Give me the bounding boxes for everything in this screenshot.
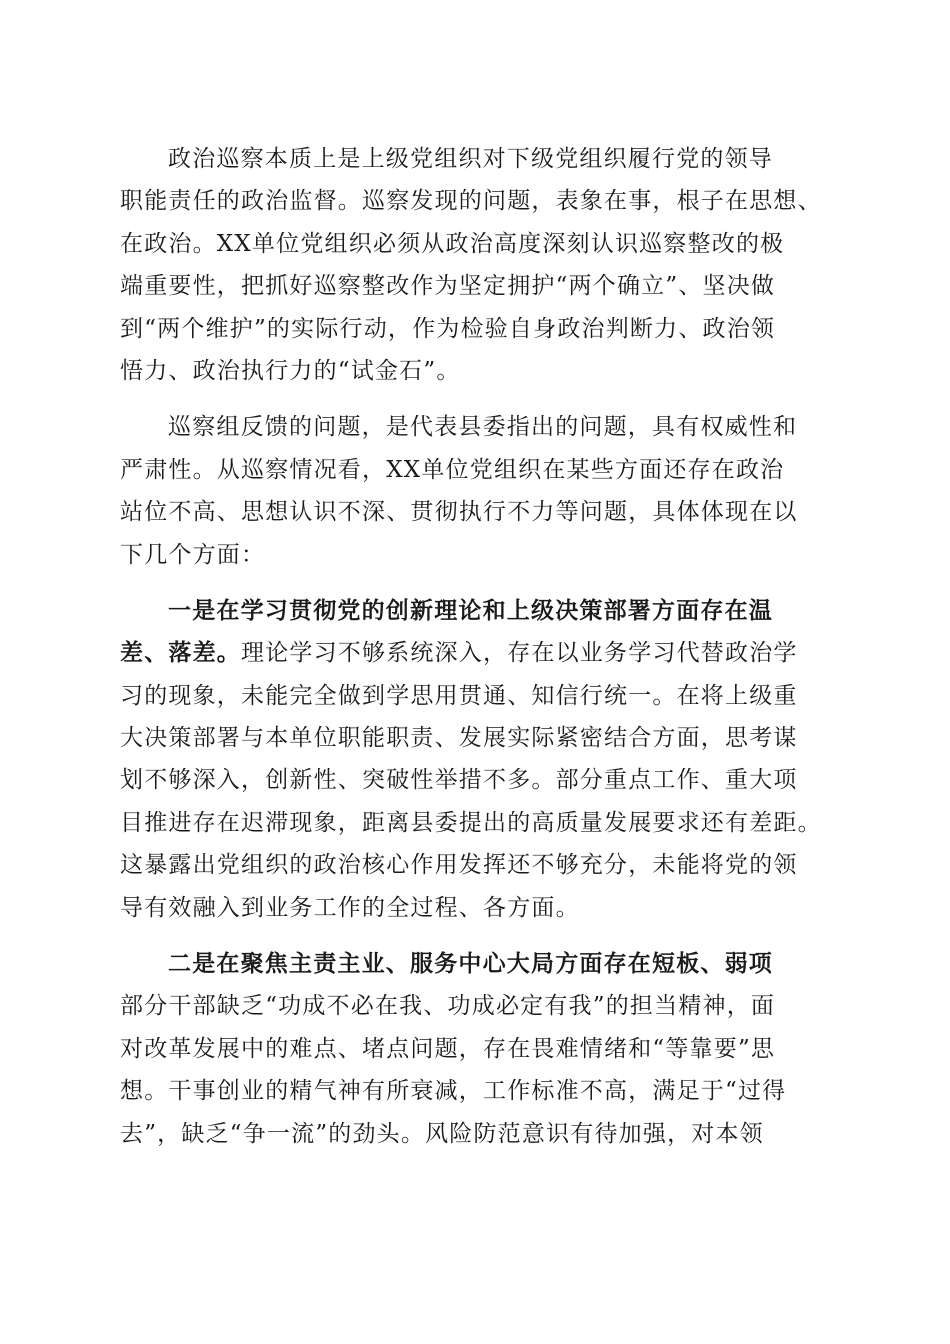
text-line: 职能责任的政治监督。巡察发现的问题，表象在事，根子在思想、 — [120, 188, 822, 215]
text-segment: 理论学习不够系统深入，存在以业务学习代替政治学 — [241, 640, 798, 667]
text-line: 悟力、政治执行力的“试金石”。 — [120, 357, 461, 384]
bold-lead-line: 一是在学习贯彻党的创新理论和上级决策部署方面存在温 — [168, 596, 773, 624]
bold-lead-line: 二是在聚焦主责主业、服务中心大局方面存在短板、弱项 — [168, 950, 773, 978]
text-line: 到“两个维护”的实际行动，作为检验自身政治判断力、政治领 — [120, 315, 776, 342]
text-line: 划不够深入，创新性、突破性举措不多。部分重点工作、重大项 — [120, 767, 798, 794]
text-line: 这暴露出党组织的政治核心作用发挥还不够充分，未能将党的领 — [120, 852, 798, 879]
text-line: 巡察组反馈的问题，是代表县委指出的问题，具有权威性和 — [168, 414, 798, 441]
paragraph-1 — [120, 138, 832, 392]
text-line: 导有效融入到业务工作的全过程、各方面。 — [120, 894, 580, 921]
paragraph-3 — [120, 590, 832, 929]
paragraph-2 — [120, 406, 832, 576]
text-line: 在政治。XX单位党组织必须从政治高度深刻认识巡察整改的极 — [120, 230, 785, 257]
text-line — [120, 632, 832, 674]
text-line: 端重要性，把抓好巡察整改作为坚定拥护“两个确立”、坚决做 — [120, 273, 776, 300]
bold-lead-continuation: 差、落差。 — [120, 639, 241, 667]
text-line: 去”，缺乏“争一流”的劲头。风险防范意识有待加强，对本领 — [120, 1120, 764, 1147]
text-line: 站位不高、思想认识不深、贯彻执行不力等问题，具体体现在以 — [120, 499, 798, 526]
text-line: 习的现象，未能完全做到学思用贯通、知信行统一。在将上级重 — [120, 682, 798, 709]
text-line: 下几个方面： — [120, 541, 266, 568]
text-line: 对改革发展中的难点、堵点问题，存在畏难情绪和“等靠要”思 — [120, 1035, 776, 1062]
text-line: 大决策部署与本单位职能职责、发展实际紧密结合方面，思考谋 — [120, 725, 798, 752]
text-line: 目推进存在迟滞现象，距离县委提出的高质量发展要求还有差距。 — [120, 809, 822, 836]
text-line: 部分干部缺乏“功成不必在我、功成必定有我”的担当精神，面 — [120, 993, 776, 1020]
text-line: 严肃性。从巡察情况看，XX单位党组织在某些方面还存在政治 — [120, 456, 785, 483]
text-line: 政治巡察本质上是上级党组织对下级党组织履行党的领导 — [168, 146, 773, 172]
document-body — [120, 138, 832, 1155]
text-line: 想。干事创业的精气神有所衰减，工作标准不高，满足于“过得 — [120, 1078, 787, 1105]
paragraph-4 — [120, 943, 832, 1155]
